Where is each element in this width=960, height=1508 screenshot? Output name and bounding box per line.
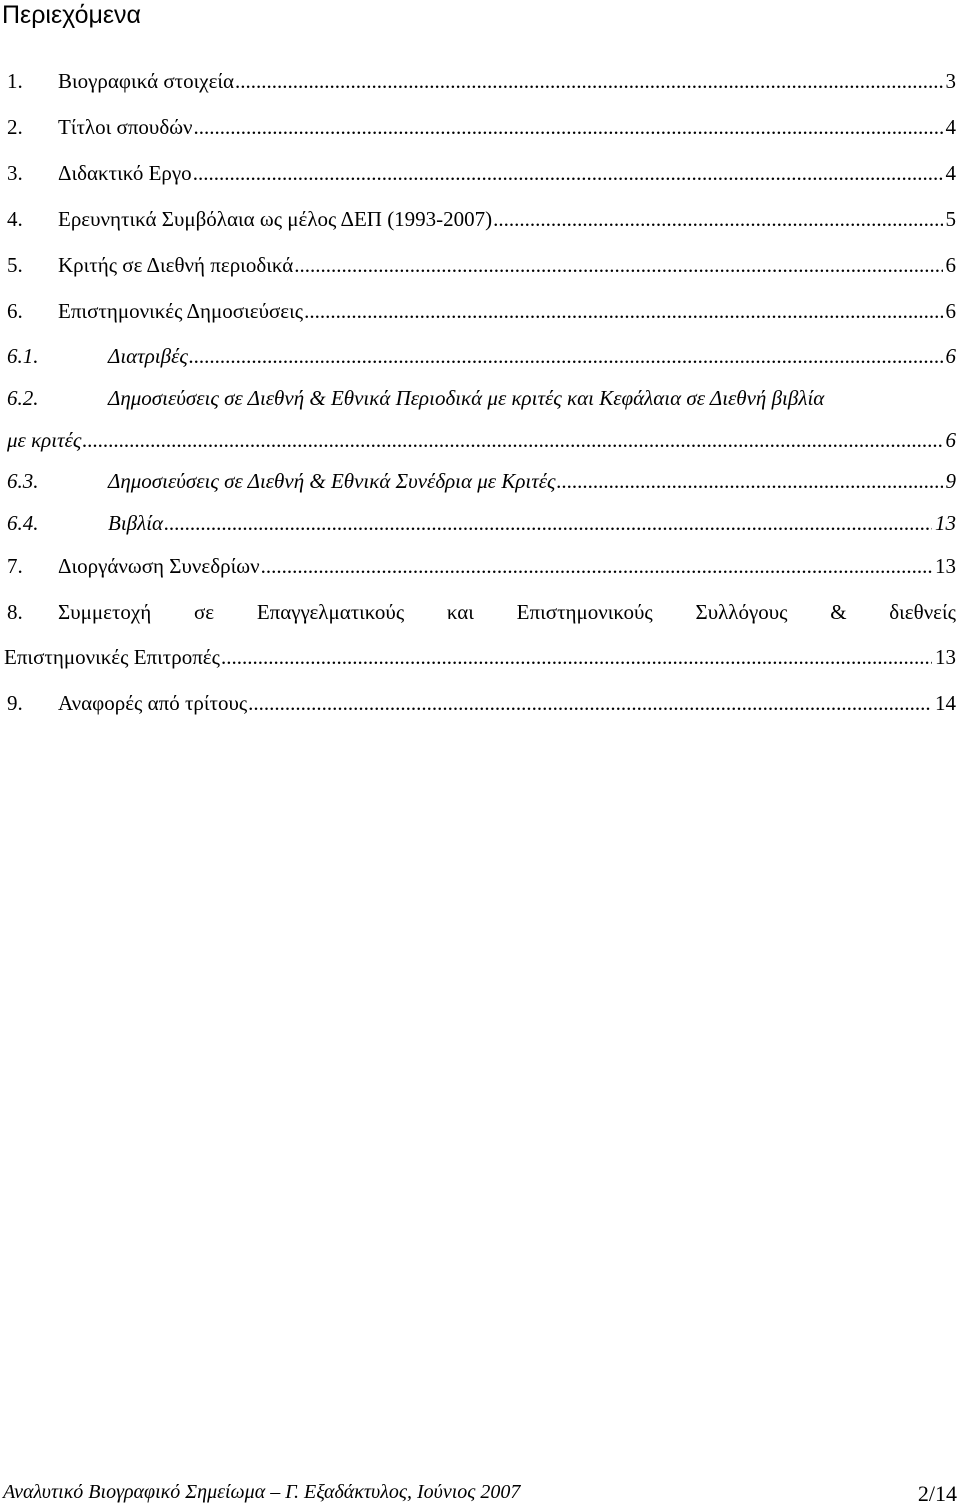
toc-entry-number: 5. [7,253,23,277]
title-word: διεθνείς [889,600,956,624]
toc-entry-2[interactable] [0,113,960,141]
dot-leader [235,67,942,95]
toc-entry-title: Διοργάνωση Συνεδρίων [58,554,260,578]
title-word: Επιστημονικούς [516,600,653,624]
title-word: & [830,600,847,624]
toc-entry-page: 6 [945,253,956,277]
dot-leader [221,643,932,671]
toc-entry-3[interactable] [0,159,960,187]
toc-entry-number: 2. [7,115,23,139]
toc-entry-8-title-line1[interactable] [58,598,956,626]
toc-entry-title: Αναφορές από τρίτους [58,691,248,715]
toc-entry-title: Βιογραφικά στοιχεία [58,69,235,93]
toc-entry-6-1[interactable] [0,342,960,370]
footer-text: Αναλυτικό Βιογραφικό Σημείωμα – Γ. Εξαδάκτυλος, Ιούνιος 2007 [3,1481,521,1503]
toc-entry-number: 1. [7,69,23,93]
toc-entry-6-3[interactable] [0,467,960,495]
toc-entry-6-2-title-line1[interactable]: Δημοσιεύσεις σε Διεθνή & Εθνικά Περιοδικά με κριτές και Κεφάλαια σε Διεθνή βιβλία [108,386,825,410]
toc-entry-title: Κριτής σε Διεθνή περιοδικά [58,253,294,277]
toc-entry-title-line2: με κριτές [7,428,82,452]
dot-leader [493,205,942,233]
toc-entry-page: 14 [935,691,956,715]
toc-entry-7[interactable] [0,552,960,580]
toc-entry-9[interactable] [0,689,960,717]
toc-entry-title: Επιστημονικές Δημοσιεύσεις [58,299,304,323]
toc-entry-page: 3 [945,69,956,93]
dot-leader [261,552,932,580]
toc-entry-page: 4 [945,161,956,185]
toc-entry-title: Διδακτικό Εργο [58,161,192,185]
toc-entry-6[interactable] [0,297,960,325]
title-word: Συλλόγους [695,600,788,624]
dot-leader [557,467,943,495]
dot-leader [294,251,942,279]
toc-entry-title: Δημοσιεύσεις σε Διεθνή & Εθνικά Συνέδρια με Κριτές [108,469,556,493]
dot-leader [164,509,932,537]
toc-entry-title-line2: Επιστημονικές Επιτροπές [4,645,220,669]
toc-entry-page: 13 [935,554,956,578]
title-word: Επαγγελματικούς [256,600,405,624]
dot-leader [189,342,943,370]
dot-leader [304,297,942,325]
toc-entry-number: 6.3. [7,469,39,493]
dot-leader [82,426,942,454]
title-word: και [446,600,474,624]
toc-entry-page: 6 [945,299,956,323]
toc-entry-page: 13 [935,645,956,669]
toc-entry-page: 6 [945,344,956,368]
toc-entry-1[interactable] [0,67,960,95]
toc-entry-number: 9. [7,691,23,715]
toc-entry-8-continuation[interactable] [0,643,960,671]
toc-entry-6-4[interactable] [0,509,960,537]
toc-entry-title: Τίτλοι σπουδών [58,115,193,139]
toc-entry-number: 3. [7,161,23,185]
dot-leader [194,113,943,141]
toc-entry-number: 6.4. [7,511,39,535]
toc-heading: Περιεχόμενα [2,1,141,29]
dot-leader [248,689,932,717]
toc-entry-title: Διατριβές [108,344,188,368]
toc-entry-6-2-continuation[interactable] [0,426,960,454]
toc-entry-number: 6.1. [7,344,39,368]
toc-entry-page: 5 [945,207,956,231]
toc-entry-title: Βιβλία [108,511,164,535]
title-word: Συμμετοχή [58,600,152,624]
footer-page-indicator: 2/14 [917,1481,957,1506]
toc-entry-page: 9 [945,469,956,493]
toc-entry-page: 13 [935,511,956,535]
toc-entry-4[interactable] [0,205,960,233]
toc-entry-5[interactable] [0,251,960,279]
toc-entry-page: 6 [945,428,956,452]
dot-leader [193,159,943,187]
toc-entry-number: 6. [7,299,23,323]
toc-entry-8-number: 8. [7,600,23,624]
toc-entry-number: 7. [7,554,23,578]
toc-entry-title: Ερευνητικά Συμβόλαια ως μέλος ΔΕΠ (1993-2007) [58,207,493,231]
title-word: σε [193,600,215,624]
toc-entry-page: 4 [945,115,956,139]
toc-entry-number: 4. [7,207,23,231]
toc-entry-6-2-number: 6.2. [7,386,39,410]
